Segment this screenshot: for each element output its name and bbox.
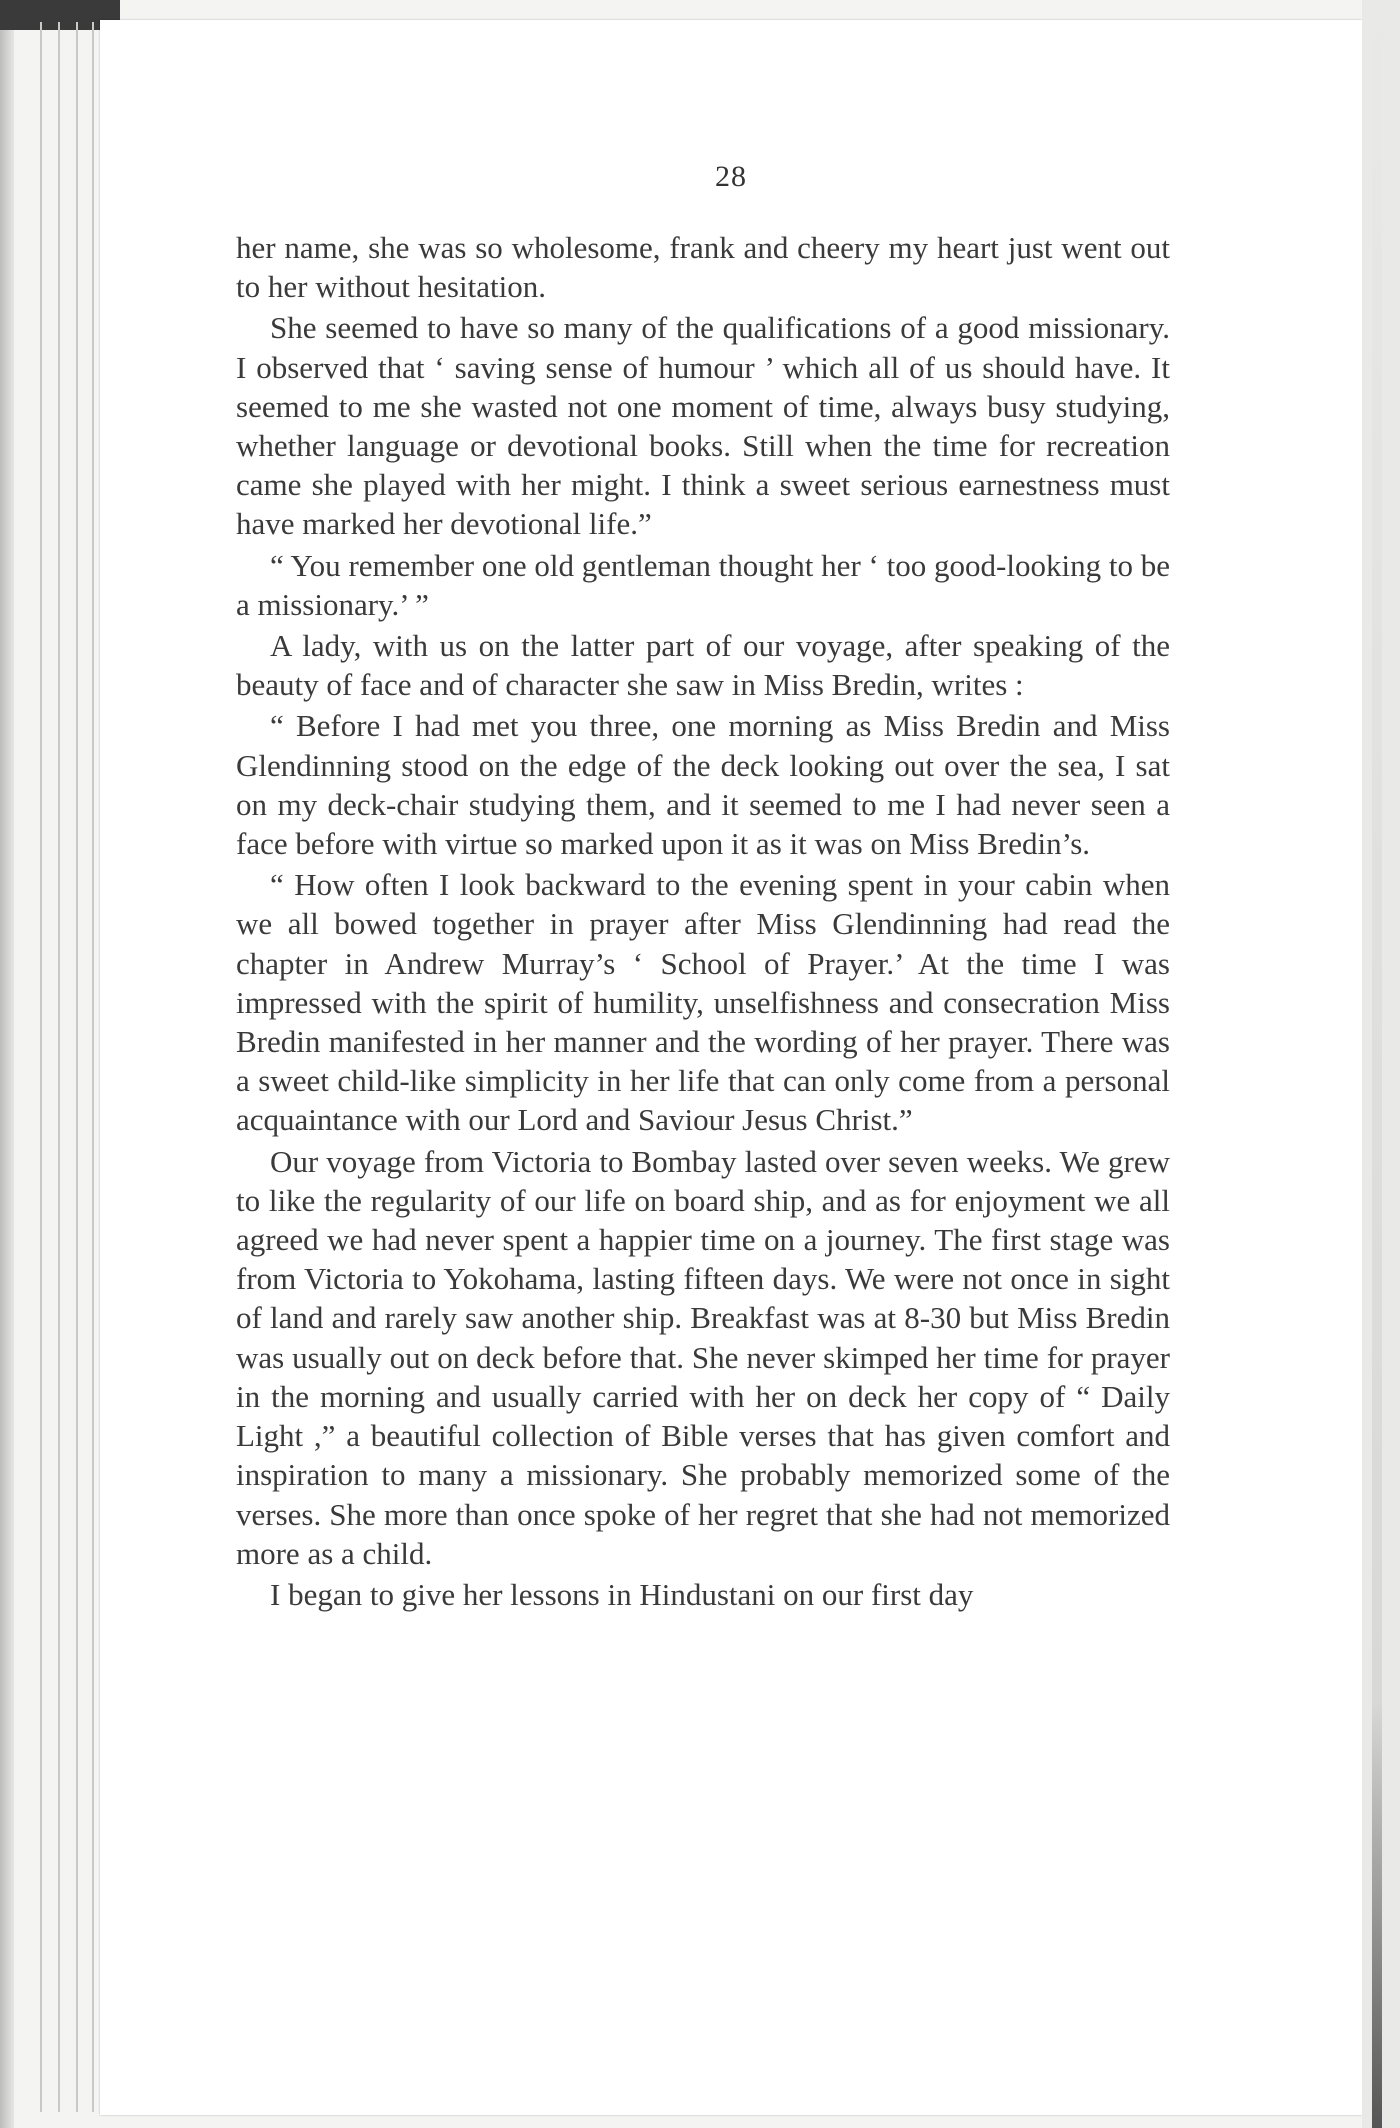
page-leaf-edge [58,22,60,2112]
paragraph: She seemed to have so many of the qualifications of a good missionary. I observed that ‘ saving sense of humour ’ which all of us should have. It seemed to me she wasted not one moment of time, always busy studying, whether language or devotional books. Still when the time for recreation came she played with her might. I think a sweet serious earnestness must have marked her devotional life.” [236,310,1170,542]
scan-shadow-left [0,0,14,2128]
page-leaf-edge [76,22,78,2112]
paragraph: “ You remember one old gentleman thought her ‘ too good-looking to be a missionary.’ ” [236,547,1170,622]
body-text [236,228,1170,1616]
scan-border-right [1362,0,1400,2128]
paragraph: Our voyage from Victoria to Bombay lasted over seven weeks. We grew to like the regularity of our life on board ship, and as for enjoyment we all agreed we had never spent a happier time on a journey. The first stage was from Victoria to Yokohama, lasting fifteen days. We were not once in sight of land and rarely saw another ship. Breakfast was at 8-30 but Miss Bredin was usually out on deck before that. She never skimped her time for prayer in the morning and usually carried with her on deck her copy of “ Daily Light ,” a beautiful collection of Bible verses that has given comfort and inspiration to many a missionary. She probably memorized some of the verses. She more than once spoke of her regret that she had not memorized more as a child. [236,1143,1170,1571]
page-leaf-edge [40,22,42,2112]
paragraph: “ Before I had met you three, one morning as Miss Bredin and Miss Glendinning stood on the edge of the deck looking out over the sea, I sat on my deck-chair studying them, and it seemed to me I had never seen a face before with virtue so marked upon it as it was on Miss Bredin’s. [236,708,1170,862]
paragraph: her name, she was so wholesome, frank and cheery my heart just went out to her without hesitation. [236,230,1170,305]
paragraph: A lady, with us on the latter part of our voyage, after speaking of the beauty of face and of character she saw in Miss Bredin, writes : [236,628,1170,703]
page-number: 28 [715,160,747,193]
scan-edge-mark [1372,0,1382,2128]
paragraph: I began to give her lessons in Hindustani on our first day [270,1576,974,1612]
page-leaf-edge [92,22,94,2112]
paragraph: “ How often I look backward to the evening spent in your cabin when we all bowed together in prayer after Miss Glendinning had read the chapter in Andrew Murray’s ‘ School of Prayer.’ At the time I was impressed with the spirit of humility, unselfishness and consecration Miss Bredin manifested in her manner and the wording of her prayer. There was a sweet child-like simplicity in her life that can only come from a personal acquaintance with our Lord and Saviour Jesus Christ.” [236,867,1170,1138]
